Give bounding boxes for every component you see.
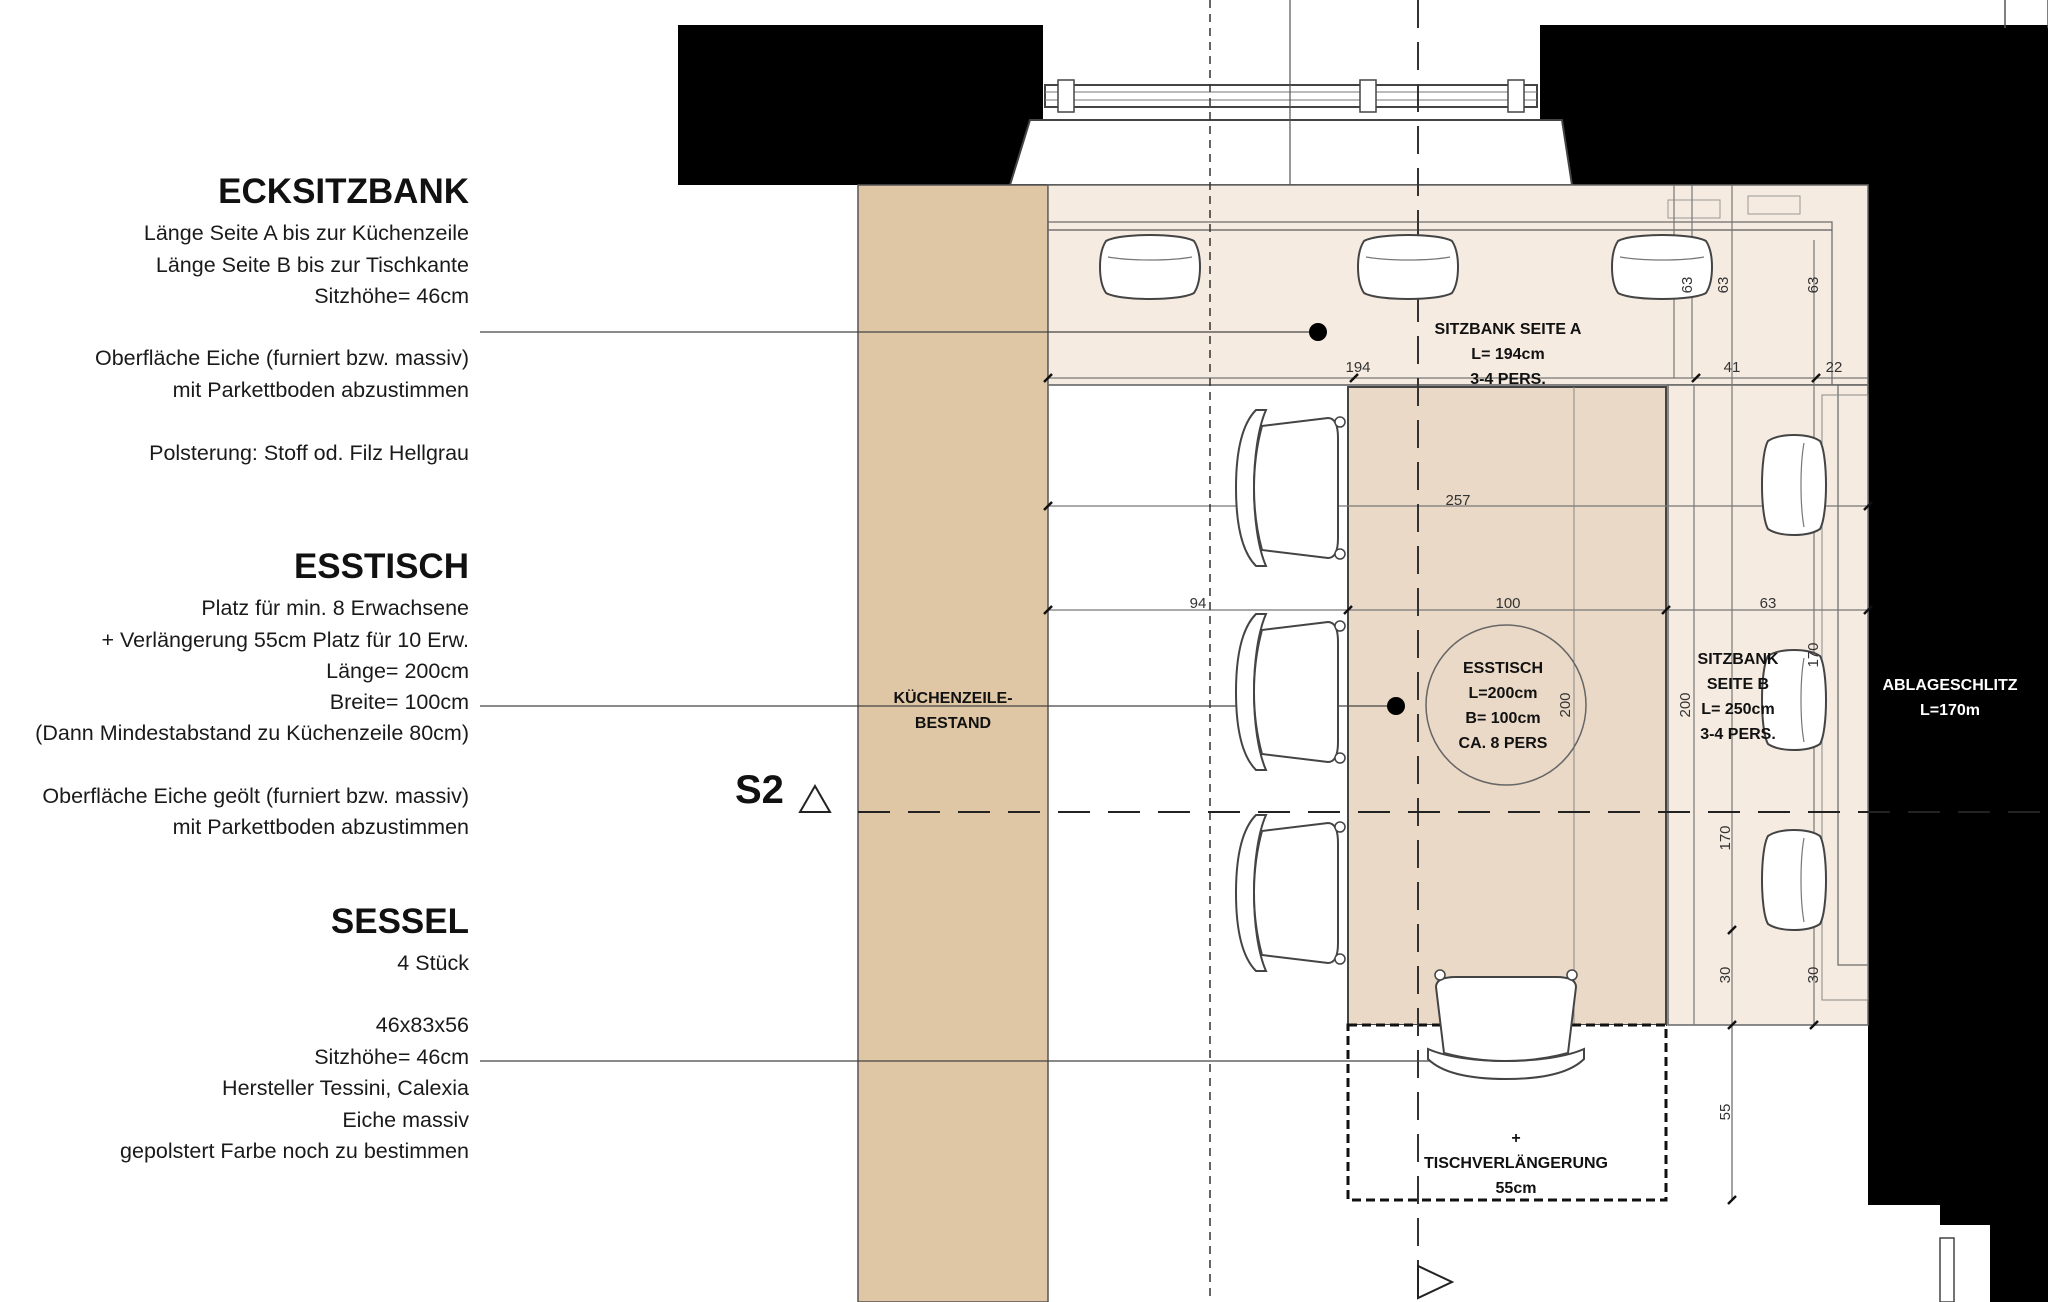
bench-a-label: SITZBANK SEITE A [1434, 321, 1582, 338]
dim-label: 63 [1759, 595, 1777, 612]
note-line: (Dann Mindestabstand zu Küchenzeile 80cm) [35, 721, 469, 745]
note-line: 46x83x56 [375, 1013, 469, 1037]
extension-label: 55cm [1495, 1180, 1537, 1197]
section-title-sessel: SESSEL [330, 902, 469, 941]
note-line: Sitzhöhe= 46cm [314, 284, 469, 308]
storage-slot-label: ABLAGESCHLITZ [1882, 677, 2018, 694]
cushion [1100, 235, 1200, 299]
extension-label: + [1511, 1130, 1521, 1147]
dim-label: 63 [1679, 276, 1696, 294]
bench-b-label: SEITE B [1706, 676, 1770, 693]
dim-label: 170 [1717, 825, 1734, 851]
section-arrow-bottom [1418, 1266, 1452, 1298]
note-line: Oberfläche Eiche geölt (furniert bzw. massiv) [42, 784, 469, 808]
cushion [1358, 235, 1458, 299]
table-label: CA. 8 PERS [1458, 735, 1548, 752]
section-marker-label: S2 [735, 768, 784, 812]
note-line: Hersteller Tessini, Calexia [222, 1076, 469, 1100]
note-line: Oberfläche Eiche (furniert bzw. massiv) [95, 346, 469, 370]
dim-label: 200 [1557, 692, 1574, 718]
table-label: B= 100cm [1465, 710, 1541, 727]
dim-label: 200 [1677, 692, 1694, 718]
bench-b-label: 3-4 PERS. [1700, 726, 1776, 743]
leader-dot-bench [1309, 323, 1327, 341]
bench-a-label: 3-4 PERS. [1470, 371, 1546, 388]
dim-label: 30 [1805, 966, 1822, 984]
dim-label: 100 [1495, 595, 1521, 612]
section-title-ecksitzbank: ECKSITZBANK [218, 172, 469, 211]
note-line: mit Parkettboden abzustimmen [172, 815, 469, 839]
note-line: Breite= 100cm [329, 690, 469, 714]
note-line: Eiche massiv [342, 1108, 469, 1132]
bench-b-label: L= 250cm [1701, 701, 1775, 718]
window-sill [1010, 120, 1572, 185]
note-line: Länge= 200cm [326, 659, 469, 683]
kitchen-label: BESTAND [914, 715, 992, 732]
dim-label: 30 [1717, 966, 1734, 984]
dim-label: 170 [1805, 642, 1822, 668]
extension-label: TISCHVERLÄNGERUNG [1423, 1155, 1609, 1172]
kitchen-label: KÜCHENZEILE- [893, 690, 1013, 707]
dim-label: 94 [1189, 595, 1207, 612]
kitchen-counter [858, 185, 1048, 1302]
note-line: Länge Seite A bis zur Küchenzeile [143, 221, 469, 245]
dim-label: 55 [1717, 1103, 1734, 1121]
dim-label: 63 [1805, 276, 1822, 294]
chair [1236, 410, 1345, 566]
leader-dot-table [1387, 697, 1405, 715]
wall-top-left [678, 25, 1043, 185]
chair [1236, 815, 1345, 971]
cushion [1612, 235, 1712, 299]
note-line: Platz für min. 8 Erwachsene [201, 596, 469, 620]
chair [1428, 970, 1584, 1079]
section-title-esstisch: ESSTISCH [293, 547, 469, 586]
note-line: Länge Seite B bis zur Tischkante [155, 253, 469, 277]
bench-b-label: SITZBANK [1697, 651, 1779, 668]
bench-a-label: L= 194cm [1471, 346, 1545, 363]
table-label: L=200cm [1468, 685, 1538, 702]
dim-label: 41 [1723, 359, 1741, 376]
section-marker-arrow [800, 786, 830, 812]
dim-label: 194 [1345, 359, 1371, 376]
cushion [1762, 435, 1826, 535]
chair [1236, 614, 1345, 770]
note-line: mit Parkettboden abzustimmen [172, 378, 469, 402]
note-line: + Verlängerung 55cm Platz für 10 Erw. [101, 628, 469, 652]
note-line: Sitzhöhe= 46cm [314, 1045, 469, 1069]
dim-label: 63 [1715, 276, 1732, 294]
table-label: ESSTISCH [1462, 660, 1544, 677]
wall-top-right [1540, 25, 1930, 185]
dim-label: 22 [1825, 359, 1843, 376]
window-frame [1045, 85, 1537, 107]
dim-label: 257 [1445, 492, 1471, 509]
note-line: 4 Stück [397, 951, 469, 975]
cushion [1762, 830, 1826, 930]
note-line: Polsterung: Stoff od. Filz Hellgrau [149, 441, 469, 465]
note-line: gepolstert Farbe noch zu bestimmen [120, 1139, 469, 1163]
storage-slot-label: L=170m [1919, 702, 1981, 719]
